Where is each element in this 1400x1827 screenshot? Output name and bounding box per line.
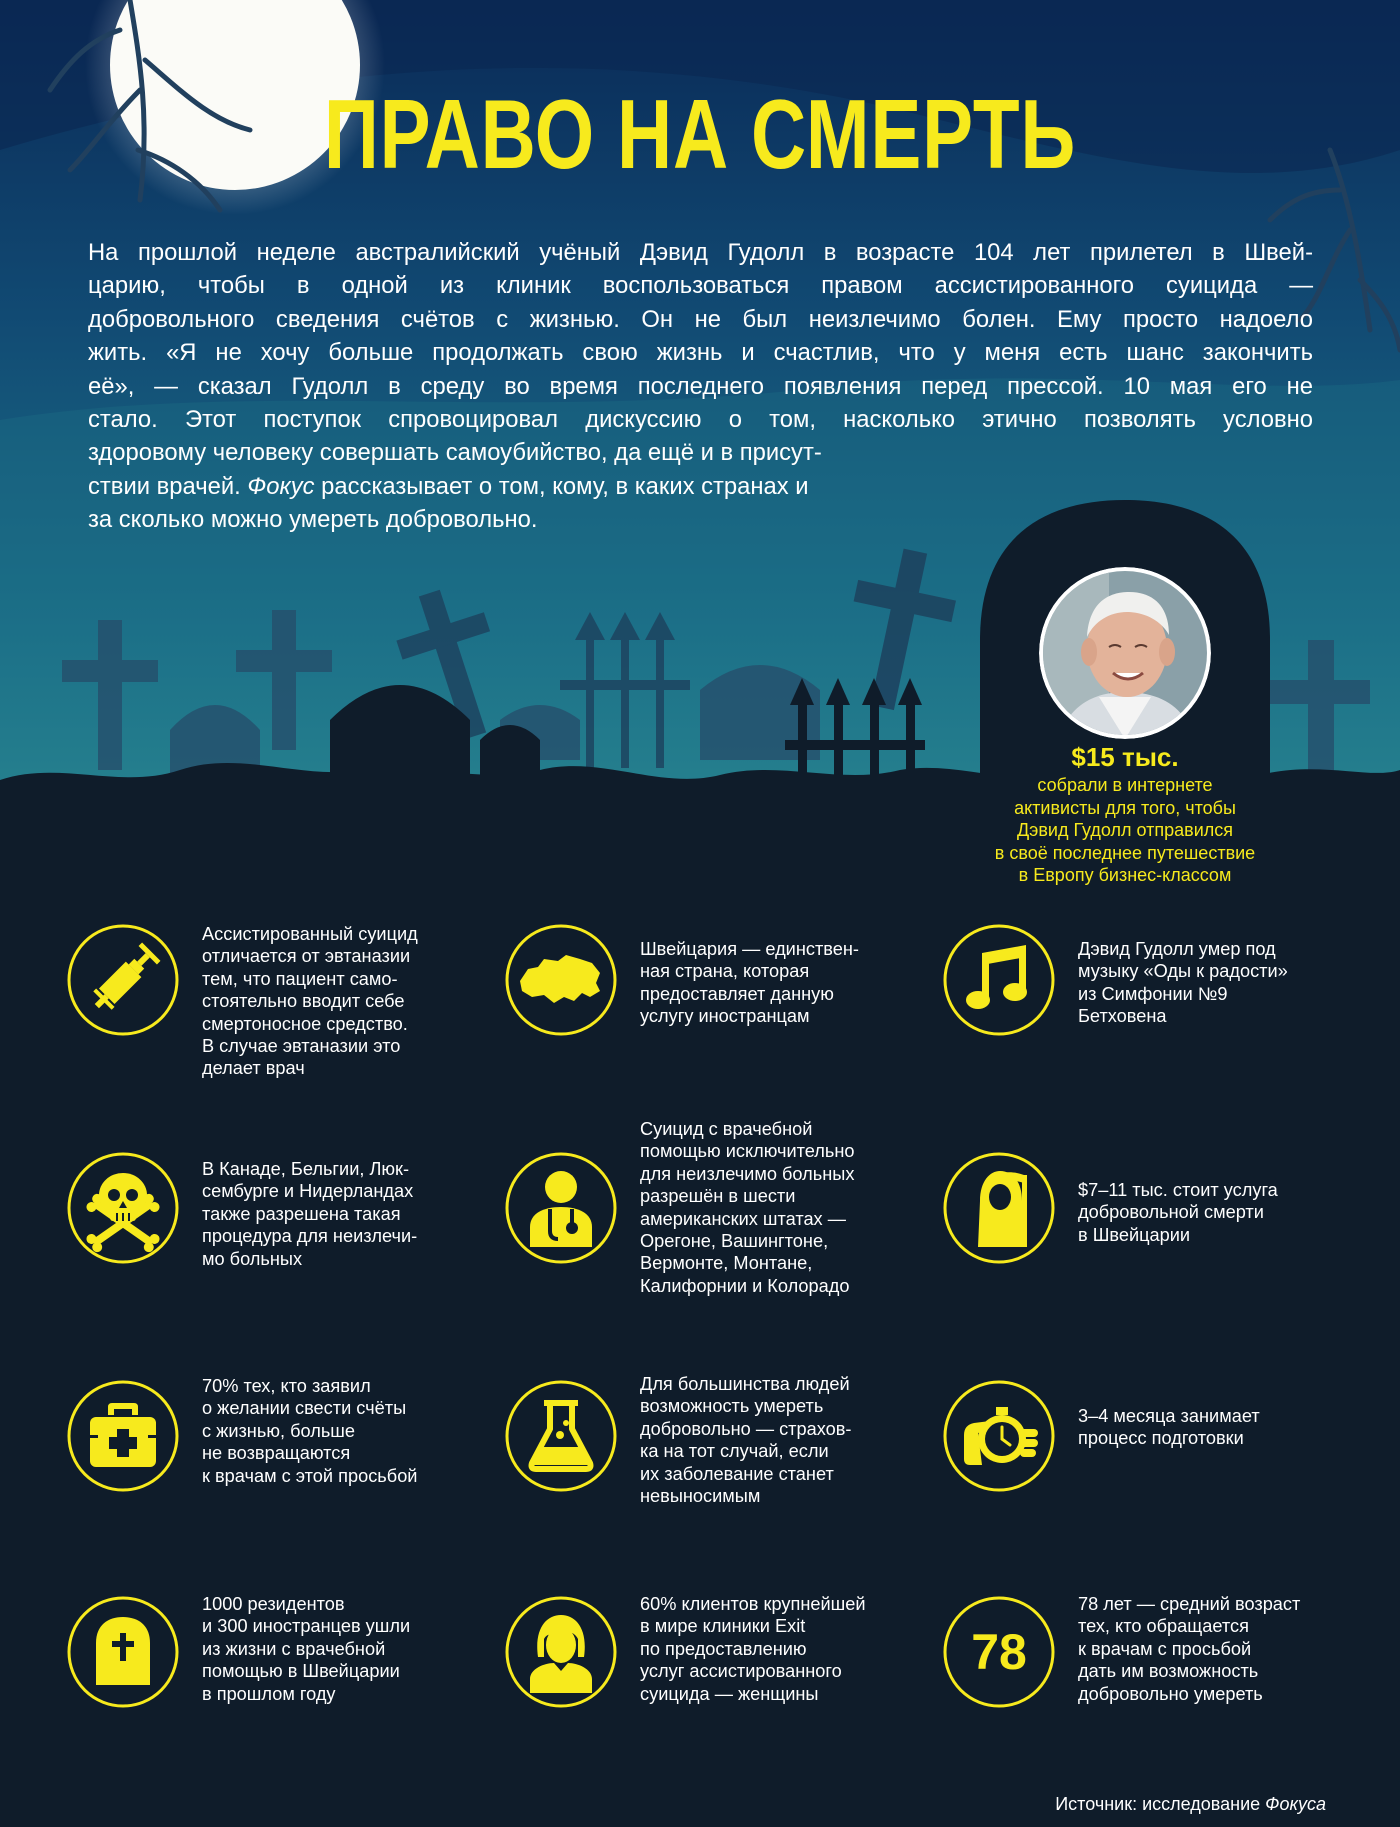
intro-text: ствии врачей. <box>88 472 248 500</box>
intro-line: её», — сказал Гудолл в среду во время последнего появления перед прессой. 10 мая его не <box>88 372 1313 400</box>
doctor-icon <box>504 1151 618 1265</box>
stopwatch-hand-icon <box>942 1379 1056 1493</box>
music-note-icon <box>942 923 1056 1037</box>
fact-text: $7–11 тыс. стоит услуга добровольной смерти в Швейцарии <box>1078 1180 1278 1245</box>
callout-value: $15 тыс. <box>1071 742 1179 772</box>
intro-line: добровольного сведения счётов с жизнью. Он не был неизлечимо болен. Ему просто надоело <box>88 305 1313 333</box>
woman-icon <box>504 1595 618 1709</box>
intro-line <box>88 470 1313 503</box>
intro-line: за сколько можно умереть добровольно. <box>88 506 538 534</box>
skull-crossbones-icon <box>66 1151 180 1265</box>
portrait-photo <box>1039 567 1211 739</box>
fact-text: 60% клиентов крупнейшей в мире клиники Exit по предоставлению услуг ассистированного суицида — женщины <box>640 1594 866 1704</box>
fact-text: 78 лет — средний возраст тех, кто обращается к врачам с просьбой дать им возможность добровольно умереть <box>1078 1594 1301 1704</box>
fact-text: В Канаде, Бельгии, Люк- сембурге и Нидерландах также разрешена такая процедура для неизлечи- мо больных <box>202 1159 418 1269</box>
fact-text: Дэвид Гудолл умер под музыку «Оды к радости» из Симфонии №9 Бетховена <box>1078 939 1288 1027</box>
intro-line: здоровому человеку совершать самоубийство, да ещё и в присут- <box>88 439 822 467</box>
intro-line: На прошлой неделе австралийский учёный Дэвид Гудолл в возрасте 104 лет прилетел в Швей- <box>88 239 1313 266</box>
intro-paragraph <box>88 236 1313 537</box>
tombstone-icon <box>66 1595 180 1709</box>
fact-text: Ассистированный суицид отличается от эвтаназии тем, что пациент само- стоятельно вводит себе смертоносное средство. В случае эвтаназии это делает врач <box>202 924 418 1079</box>
fact-text: Суицид с врачебной помощью исключительно для неизлечимо больных разрешён в шести американских штатах — Орегоне, Вашингтоне, Вермонте, Монтане, Калифорнии и Колорадо <box>640 1119 855 1296</box>
number-badge-icon <box>942 1595 1056 1709</box>
source-prefix: Источник: исследование <box>1055 1794 1266 1814</box>
intro-text: рассказывает о том, кому, в каких странах и <box>314 472 809 500</box>
source-note <box>1055 1794 1326 1815</box>
medkit-icon <box>66 1379 180 1493</box>
source-name: Фокуса <box>1265 1794 1326 1814</box>
intro-line: стало. Этот поступок спровоцировал дискуссию о том, насколько этично позволять условно <box>88 406 1313 434</box>
badge-number: 78 <box>971 1624 1027 1680</box>
intro-line: жить. «Я не хочу больше продолжать свою жизнь и счастлив, что у меня есть шанс закончить <box>88 339 1313 367</box>
page-title: ПРАВО НА СМЕРТЬ <box>323 79 1077 189</box>
callout <box>960 740 1290 887</box>
switzerland-map-icon <box>504 923 618 1037</box>
publication-name: Фокус <box>247 472 315 500</box>
flask-icon <box>504 1379 618 1493</box>
grim-reaper-icon <box>942 1151 1056 1265</box>
fact-text: Для большинства людей возможность умереть добровольно — страхов- ка на тот случай, если их заболевание станет невыносимым <box>640 1374 852 1507</box>
syringe-icon <box>66 923 180 1037</box>
fact-text: 3–4 месяца занимает процесс подготовки <box>1078 1406 1260 1449</box>
fact-text: 70% тех, кто заявил о желании свести счёты с жизнью, больше не возвращаются к врачам с этой просьбой <box>202 1376 418 1486</box>
fact-text: 1000 резидентов и 300 иностранцев ушли из жизни с врачебной помощью в Швейцарии в прошлом году <box>202 1594 411 1704</box>
callout-text: собрали в интернете активисты для того, чтобы Дэвид Гудолл отправился в своё последнее путешествие в Европу бизнес-классом <box>994 775 1256 885</box>
intro-line: царию, чтобы в одной из клиник воспользоваться правом ассистированного суицида — <box>88 272 1313 300</box>
fact-text: Швейцария — единствен- ная страна, которая предоставляет данную услугу иностранцам <box>640 939 859 1027</box>
